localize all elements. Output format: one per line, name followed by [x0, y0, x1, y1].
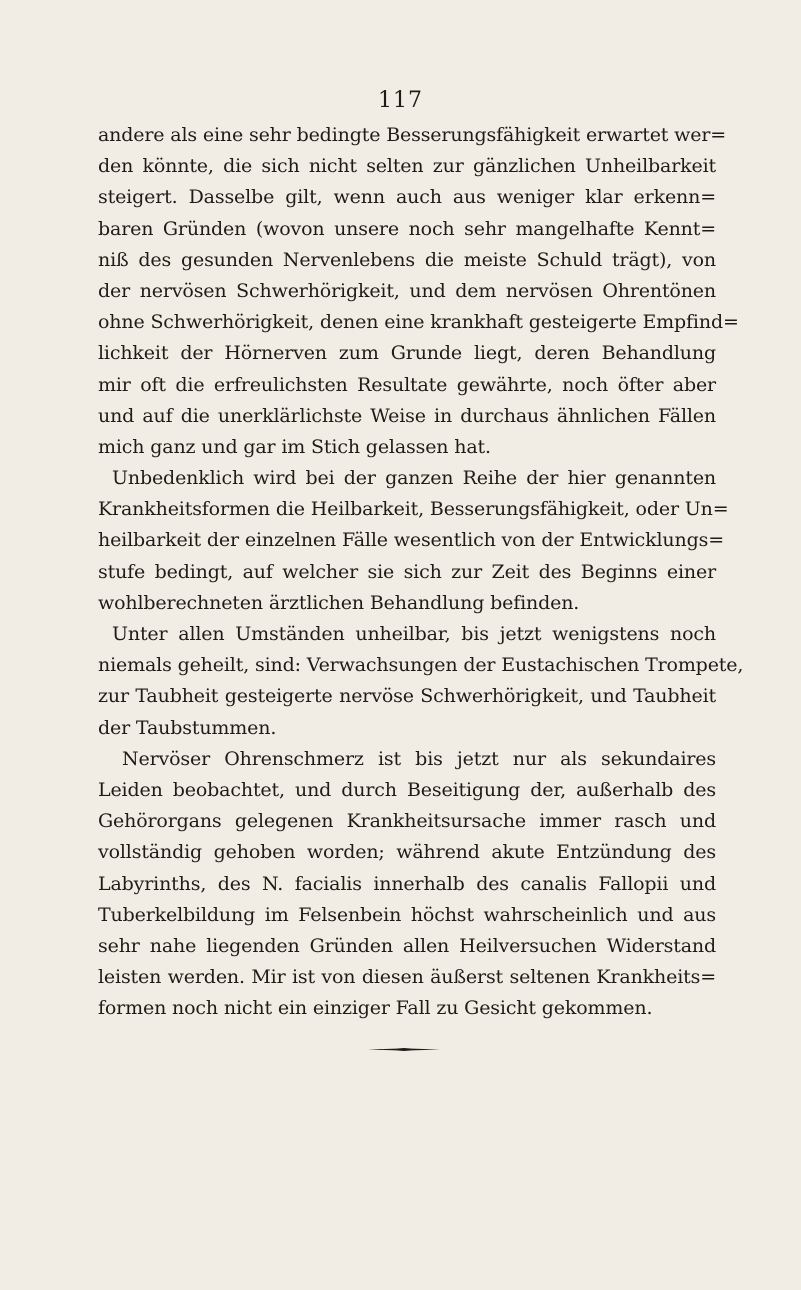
text-line: formen noch nicht ein einziger Fall zu Gesicht gekommen. — [98, 997, 653, 1020]
text-line: Unbedenklich wird bei der ganzen Reihe der hier genannten — [112, 467, 716, 490]
text-line: baren Gründen (wovon unsere noch sehr mangelhafte Kennt= — [98, 217, 716, 240]
text-line: Gehörorgans gelegenen Krankheitsursache immer rasch und — [98, 810, 716, 833]
text-line: andere als eine sehr bedingte Besserungsfähigkeit erwartet wer= — [98, 124, 727, 146]
text-line: ohne Schwerhörigkeit, denen eine krankhaft gesteigerte Empfind= — [98, 311, 739, 334]
body-text — [98, 120, 744, 1024]
text-line: niemals geheilt, sind: Verwachsungen der Eustachischen Trompete, — [98, 654, 744, 677]
text-line: zur Taubheit gesteigerte nervöse Schwerhörigkeit, und Taubheit — [98, 685, 716, 708]
text-line: mich ganz und gar im Stich gelassen hat. — [98, 435, 491, 458]
text-line: Krankheitsformen die Heilbarkeit, Besserungsfähigkeit, oder Un= — [98, 498, 729, 521]
text-line: den könnte, die sich nicht selten zur gänzlichen Unheilbarkeit — [98, 155, 716, 178]
end-ornament-rule — [368, 1048, 440, 1051]
text-line: der Taubstummen. — [98, 716, 277, 739]
text-line: der nervösen Schwerhörigkeit, und dem nervösen Ohrentönen — [98, 279, 716, 302]
text-line: stufe bedingt, auf welcher sie sich zur Zeit des Beginns einer — [98, 560, 716, 583]
text-line: mir oft die erfreulichsten Resultate gewährte, noch öfter aber — [98, 373, 716, 396]
text-line: vollständig gehoben worden; während akute Entzündung des — [98, 841, 716, 864]
text-line: Labyrinths, des N. facialis innerhalb des canalis Fallopii und — [98, 872, 716, 895]
text-line: sehr nahe liegenden Gründen allen Heilversuchen Widerstand — [98, 934, 716, 957]
text-line: Tuberkelbildung im Felsenbein höchst wahrscheinlich und aus — [98, 903, 716, 926]
text-line: Nervöser Ohrenschmerz ist bis jetzt nur als sekundaires — [122, 747, 716, 770]
text-line: wohlberechneten ärztlichen Behandlung befinden. — [98, 591, 580, 614]
page-number: 117 — [378, 88, 423, 113]
text-line: und auf die unerklärlichste Weise in durchaus ähnlichen Fällen — [98, 404, 716, 427]
text-line: Leiden beobachtet, und durch Beseitigung der, außerhalb des — [98, 778, 716, 801]
text-line: leisten werden. Mir ist von diesen äußerst seltenen Krankheits= — [98, 966, 716, 989]
text-line: Unter allen Umständen unheilbar, bis jetzt wenigstens noch — [112, 623, 716, 645]
text-line: heilbarkeit der einzelnen Fälle wesentlich von der Entwicklungs= — [98, 529, 724, 552]
text-line: niß des gesunden Nervenlebens die meiste Schuld trägt), von — [98, 248, 716, 271]
text-line: steigert. Dasselbe gilt, wenn auch aus weniger klar erkenn= — [98, 186, 716, 209]
text-line: lichkeit der Hörnerven zum Grunde liegt, deren Behandlung — [98, 342, 716, 365]
